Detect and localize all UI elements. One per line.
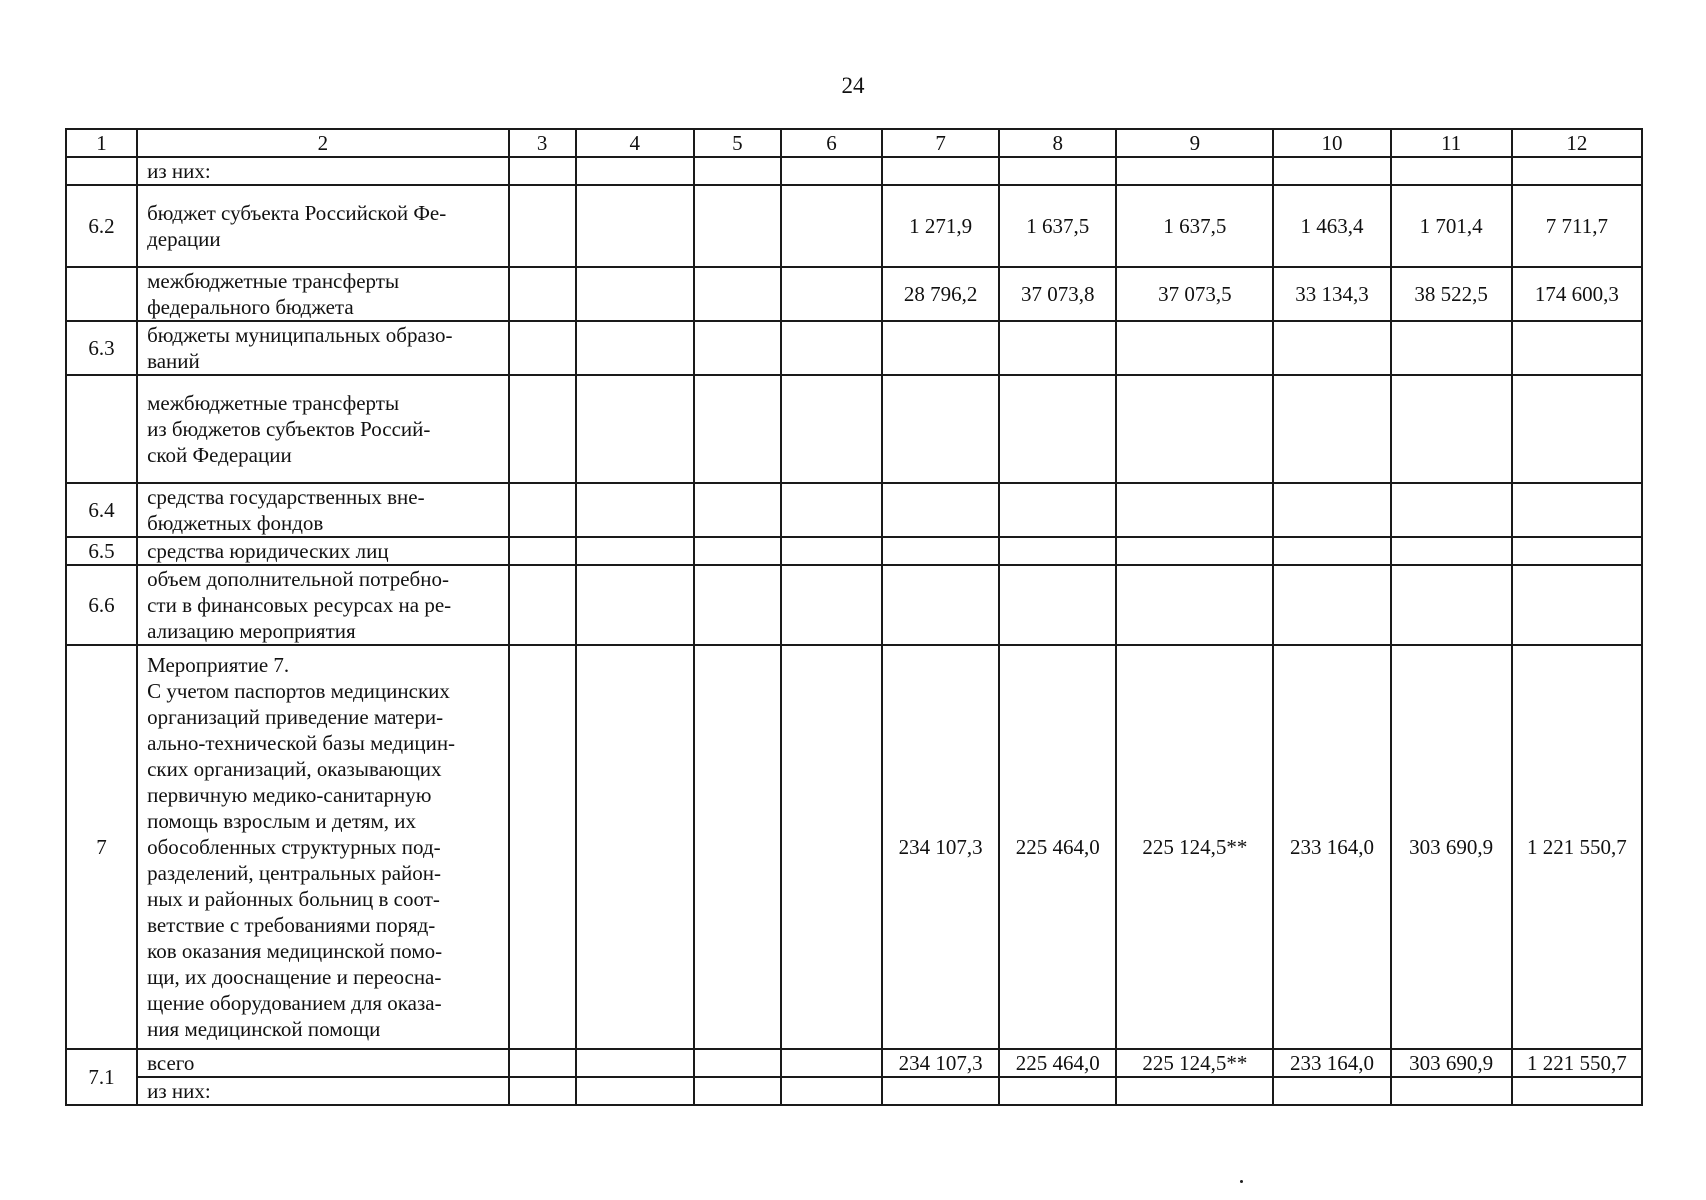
column-header: 5: [694, 129, 781, 157]
value-cell: [1391, 375, 1512, 483]
column-header: 8: [999, 129, 1116, 157]
value-cell: [1273, 537, 1390, 565]
column-header: 10: [1273, 129, 1390, 157]
value-cell: [1116, 565, 1273, 645]
value-cell: [882, 483, 999, 537]
table-row: [66, 537, 1642, 565]
value-cell: [509, 565, 576, 645]
value-cell: [1391, 1077, 1512, 1105]
row-description: всего: [137, 1049, 508, 1077]
value-cell: [694, 565, 781, 645]
table-row: [66, 321, 1642, 375]
value-cell: 233 164,0: [1273, 1049, 1390, 1077]
value-cell: [576, 185, 694, 267]
value-cell: 1 637,5: [999, 185, 1116, 267]
value-cell: [781, 1077, 882, 1105]
value-cell: [1273, 565, 1390, 645]
value-cell: [1512, 1077, 1642, 1105]
value-cell: [781, 185, 882, 267]
table-row: [66, 375, 1642, 483]
table-row: [66, 565, 1642, 645]
value-cell: [882, 565, 999, 645]
value-cell: [576, 375, 694, 483]
value-cell: [1116, 157, 1273, 185]
value-cell: 233 164,0: [1273, 645, 1390, 1049]
value-cell: [1391, 537, 1512, 565]
scan-dot: [1240, 1180, 1243, 1183]
value-cell: 1 271,9: [882, 185, 999, 267]
table-row: [66, 185, 1642, 267]
value-cell: [1391, 157, 1512, 185]
value-cell: [882, 375, 999, 483]
value-cell: 1 637,5: [1116, 185, 1273, 267]
row-number: [66, 375, 137, 483]
row-number: 6.6: [66, 565, 137, 645]
column-header: 12: [1512, 129, 1642, 157]
value-cell: 303 690,9: [1391, 1049, 1512, 1077]
row-description: средства государственных вне- бюджетных фондов: [137, 483, 508, 537]
value-cell: 1 221 550,7: [1512, 645, 1642, 1049]
row-number: 7: [66, 645, 137, 1049]
column-number-header: [66, 129, 1642, 157]
value-cell: [1512, 375, 1642, 483]
value-cell: [694, 537, 781, 565]
value-cell: [781, 321, 882, 375]
value-cell: [509, 267, 576, 321]
value-cell: 225 464,0: [999, 645, 1116, 1049]
table-row: [66, 267, 1642, 321]
value-cell: 37 073,8: [999, 267, 1116, 321]
value-cell: [999, 321, 1116, 375]
column-header: 11: [1391, 129, 1512, 157]
value-cell: [576, 1049, 694, 1077]
value-cell: 225 124,5**: [1116, 645, 1273, 1049]
value-cell: [1391, 565, 1512, 645]
column-header: 1: [66, 129, 137, 157]
row-number: 6.5: [66, 537, 137, 565]
row-description: межбюджетные трансферты из бюджетов субъектов Россий- ской Федерации: [137, 375, 508, 483]
value-cell: [576, 565, 694, 645]
value-cell: [781, 1049, 882, 1077]
value-cell: [1512, 321, 1642, 375]
row-number: 6.4: [66, 483, 137, 537]
table-row: [66, 645, 1642, 1049]
value-cell: [999, 375, 1116, 483]
row-number: [66, 157, 137, 185]
value-cell: [694, 1077, 781, 1105]
value-cell: [576, 483, 694, 537]
value-cell: 7 711,7: [1512, 185, 1642, 267]
value-cell: 225 464,0: [999, 1049, 1116, 1077]
value-cell: 303 690,9: [1391, 645, 1512, 1049]
value-cell: [694, 1049, 781, 1077]
value-cell: [999, 1077, 1116, 1105]
value-cell: [694, 483, 781, 537]
value-cell: [576, 267, 694, 321]
column-header: 7: [882, 129, 999, 157]
value-cell: 174 600,3: [1512, 267, 1642, 321]
value-cell: [781, 483, 882, 537]
value-cell: [694, 185, 781, 267]
value-cell: [509, 321, 576, 375]
value-cell: [576, 537, 694, 565]
value-cell: [882, 157, 999, 185]
row-number: 6.3: [66, 321, 137, 375]
value-cell: [509, 185, 576, 267]
row-number: [66, 267, 137, 321]
value-cell: [509, 157, 576, 185]
value-cell: [509, 537, 576, 565]
value-cell: [882, 537, 999, 565]
value-cell: [1273, 321, 1390, 375]
value-cell: [1116, 483, 1273, 537]
value-cell: [1116, 1077, 1273, 1105]
value-cell: [999, 157, 1116, 185]
value-cell: [1116, 537, 1273, 565]
row-description: бюджеты муниципальных образо- ваний: [137, 321, 508, 375]
value-cell: [1116, 375, 1273, 483]
value-cell: 38 522,5: [1391, 267, 1512, 321]
row-description: Мероприятие 7. С учетом паспортов медицинских организаций приведение матери- ально-технической базы медицин- ских организаций, оказывающих первичную медико-санитарную помощь взрослым и детям, их обособленных структурных под- разделений, центральных район- ных и районных больниц в соот- ветствие с требованиями поряд- ков оказания медицинской помо- щи, их дооснащение и переосна- щение оборудованием для оказа- ния медицинской помощи: [137, 645, 508, 1049]
value-cell: [781, 375, 882, 483]
table-row: [66, 483, 1642, 537]
value-cell: [882, 1077, 999, 1105]
value-cell: [694, 375, 781, 483]
value-cell: [781, 565, 882, 645]
value-cell: 234 107,3: [882, 645, 999, 1049]
table-row: [66, 157, 1642, 185]
value-cell: [1512, 565, 1642, 645]
table-row: [66, 1077, 1642, 1105]
value-cell: [694, 321, 781, 375]
value-cell: [509, 1077, 576, 1105]
value-cell: 234 107,3: [882, 1049, 999, 1077]
value-cell: [781, 645, 882, 1049]
row-number: 7.1: [66, 1049, 137, 1105]
value-cell: [781, 157, 882, 185]
value-cell: [576, 1077, 694, 1105]
column-header: 2: [137, 129, 508, 157]
value-cell: [509, 375, 576, 483]
row-description: объем дополнительной потребно- сти в финансовых ресурсах на ре- ализацию мероприятия: [137, 565, 508, 645]
value-cell: [1273, 157, 1390, 185]
row-description: средства юридических лиц: [137, 537, 508, 565]
value-cell: 33 134,3: [1273, 267, 1390, 321]
row-description: из них:: [137, 157, 508, 185]
value-cell: [1391, 321, 1512, 375]
value-cell: [1512, 537, 1642, 565]
value-cell: [781, 537, 882, 565]
row-description: бюджет субъекта Российской Фе- дерации: [137, 185, 508, 267]
value-cell: [1512, 157, 1642, 185]
value-cell: [694, 267, 781, 321]
value-cell: [999, 537, 1116, 565]
value-cell: 37 073,5: [1116, 267, 1273, 321]
column-header: 9: [1116, 129, 1273, 157]
value-cell: [1273, 1077, 1390, 1105]
value-cell: 1 221 550,7: [1512, 1049, 1642, 1077]
value-cell: 225 124,5**: [1116, 1049, 1273, 1077]
value-cell: [694, 645, 781, 1049]
value-cell: [509, 483, 576, 537]
value-cell: [1116, 321, 1273, 375]
value-cell: [1512, 483, 1642, 537]
budget-table: [65, 128, 1643, 1106]
value-cell: [882, 321, 999, 375]
row-number: 6.2: [66, 185, 137, 267]
column-header: 3: [509, 129, 576, 157]
row-description: из них:: [137, 1077, 508, 1105]
value-cell: [576, 321, 694, 375]
value-cell: 1 463,4: [1273, 185, 1390, 267]
column-header: 4: [576, 129, 694, 157]
table-row: [66, 1049, 1642, 1077]
page-number: 24: [841, 73, 865, 98]
value-cell: [1273, 483, 1390, 537]
row-description: межбюджетные трансферты федерального бюджета: [137, 267, 508, 321]
value-cell: [509, 1049, 576, 1077]
value-cell: [576, 157, 694, 185]
value-cell: [1273, 375, 1390, 483]
value-cell: [1391, 483, 1512, 537]
value-cell: [999, 483, 1116, 537]
value-cell: [694, 157, 781, 185]
column-header: 6: [781, 129, 882, 157]
value-cell: 28 796,2: [882, 267, 999, 321]
value-cell: [781, 267, 882, 321]
value-cell: [576, 645, 694, 1049]
value-cell: [509, 645, 576, 1049]
value-cell: 1 701,4: [1391, 185, 1512, 267]
value-cell: [999, 565, 1116, 645]
